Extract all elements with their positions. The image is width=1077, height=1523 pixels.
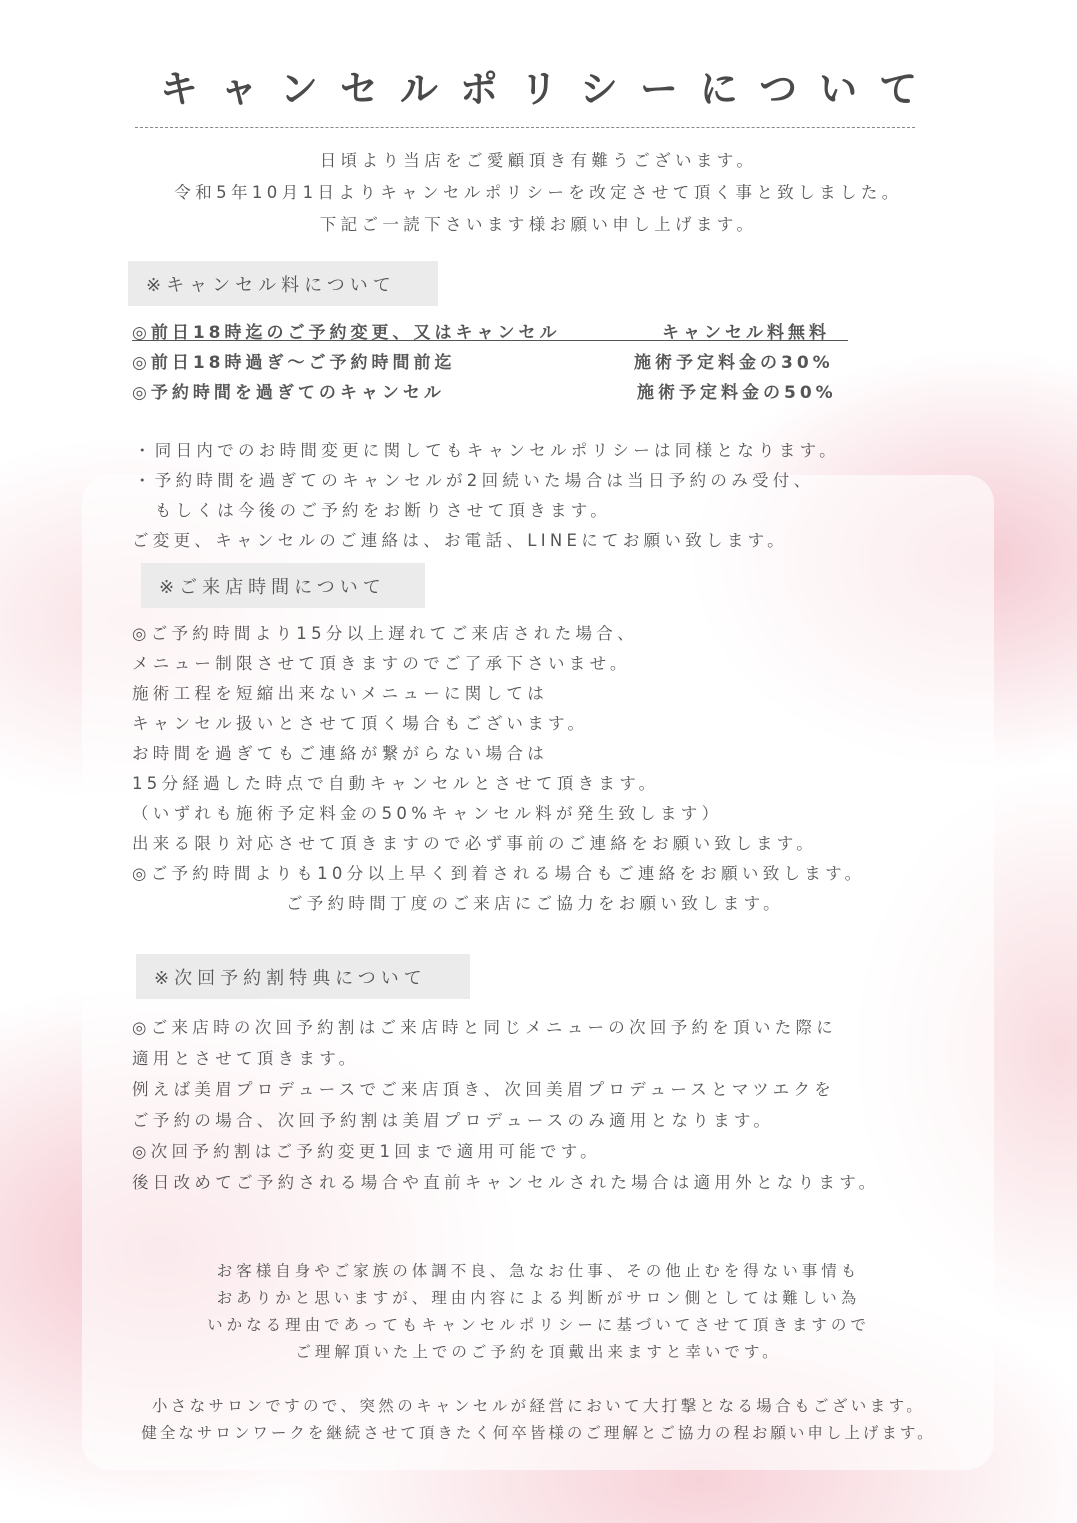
arrival-centered-line: ご予約時間丁度のご来店にご協力をお願い致します。 xyxy=(286,894,784,913)
arrival-heading xyxy=(141,563,425,608)
fee-row-2-fee: 施術予定料金の30% xyxy=(634,353,834,373)
next-booking-line-5: ◎次回予約割はご予約変更1回まで適用可能です。 xyxy=(132,1142,601,1161)
intro-line-3: 下記ご一読下さいます様お願い申し上げます。 xyxy=(319,215,758,234)
cancel-fee-heading-label: ※キャンセル料について xyxy=(146,274,396,296)
cancel-fee-heading xyxy=(128,261,438,306)
arrival-line-5: お時間を過ぎてもご連絡が繋がらない場合は xyxy=(132,744,548,763)
arrival-line-8: 出来る限り対応させて頂きますので必ず事前のご連絡をお願い致します。 xyxy=(132,834,818,853)
arrival-line-1: ◎ご予約時間より15分以上遅れてご来店された場合、 xyxy=(132,624,638,643)
next-booking-line-3: 例えば美眉プロデュースでご来店頂き、次回美眉プロデュースとマツエクを xyxy=(132,1080,836,1099)
page-title: キャンセルポリシーについて xyxy=(159,67,940,111)
next-booking-heading-label: ※次回予約割特典について xyxy=(154,967,427,989)
next-booking-line-4: ご予約の場合、次回予約割は美眉プロデュースのみ適用となります。 xyxy=(132,1111,775,1130)
intro-line-1: 日頃より当店をご愛顧頂き有難うございます。 xyxy=(319,151,758,170)
cancel-note-3: もしくは今後のご予約をお断りさせて頂きます。 xyxy=(134,501,612,520)
next-booking-line-2: 適用とさせて頂きます。 xyxy=(132,1049,360,1068)
cancel-note-1: ・同日内でのお時間変更に関してもキャンセルポリシーは同様となります。 xyxy=(134,441,840,460)
cancel-note-4: ご変更、キャンセルのご連絡は、お電話、LINEにてお願い致します。 xyxy=(132,531,788,550)
next-booking-line-1: ◎ご来店時の次回予約割はご来店時と同じメニューの次回予約を頂いた際に xyxy=(132,1018,838,1037)
fee-row-1-condition: ◎前日18時迄のご予約変更、又はキャンセル xyxy=(132,323,561,343)
arrival-line-2: メニュー制限させて頂きますのでご了承下さいませ。 xyxy=(132,654,631,673)
closing-p2-line-1: 小さなサロンですので、突然のキャンセルが経営において大打撃となる場合もございます。 xyxy=(151,1397,926,1415)
arrival-line-4: キャンセル扱いとさせて頂く場合もございます。 xyxy=(132,714,589,733)
arrival-line-7: （いずれも施術予定料金の50%キャンセル料が発生致します） xyxy=(132,804,723,823)
fee-row-2-condition: ◎前日18時過ぎ〜ご予約時間前迄 xyxy=(132,353,456,373)
next-booking-heading xyxy=(136,954,470,999)
fee-row-1-fee: キャンセル料無料 xyxy=(662,323,830,343)
arrival-line-3: 施術工程を短縮出来ないメニューに関しては xyxy=(132,684,548,703)
title-divider xyxy=(135,127,915,128)
intro-line-2: 令和5年10月1日よりキャンセルポリシーを改定させて頂く事と致しました。 xyxy=(174,183,903,202)
closing-p1-line-1: お客様自身やご家族の体調不良、急なお仕事、その他止むを得ない事情も xyxy=(216,1262,861,1280)
fee-row-3-condition: ◎予約時間を過ぎてのキャンセル xyxy=(132,383,445,403)
arrival-line-9: ◎ご予約時間よりも10分以上早く到着される場合もご連絡をお願い致します。 xyxy=(132,864,866,883)
closing-p1-line-2: おありかと思いますが、理由内容による判断がサロン側としては難しい為 xyxy=(216,1289,861,1307)
arrival-line-6: 15分経過した時点で自動キャンセルとさせて頂きます。 xyxy=(132,774,660,793)
closing-p2-line-2: 健全なサロンワークを継続させて頂きたく何卒皆様のご理解とご協力の程お願い申し上げます。 xyxy=(141,1424,936,1442)
closing-p1-line-4: ご理解頂いた上でのご予約を頂戴出来ますと幸いです。 xyxy=(295,1343,782,1361)
next-booking-line-6: 後日改めてご予約される場合や直前キャンセルされた場合は適用外となります。 xyxy=(132,1173,880,1192)
closing-p1-line-3: いかなる理由であってもキャンセルポリシーに基づいてさせて頂きますので xyxy=(207,1316,870,1334)
fee-row-3-fee: 施術予定料金の50% xyxy=(637,383,837,403)
arrival-heading-label: ※ご来店時間について xyxy=(159,576,386,598)
cancel-note-2: ・予約時間を過ぎてのキャンセルが2回続いた場合は当日予約のみ受付、 xyxy=(134,471,815,490)
